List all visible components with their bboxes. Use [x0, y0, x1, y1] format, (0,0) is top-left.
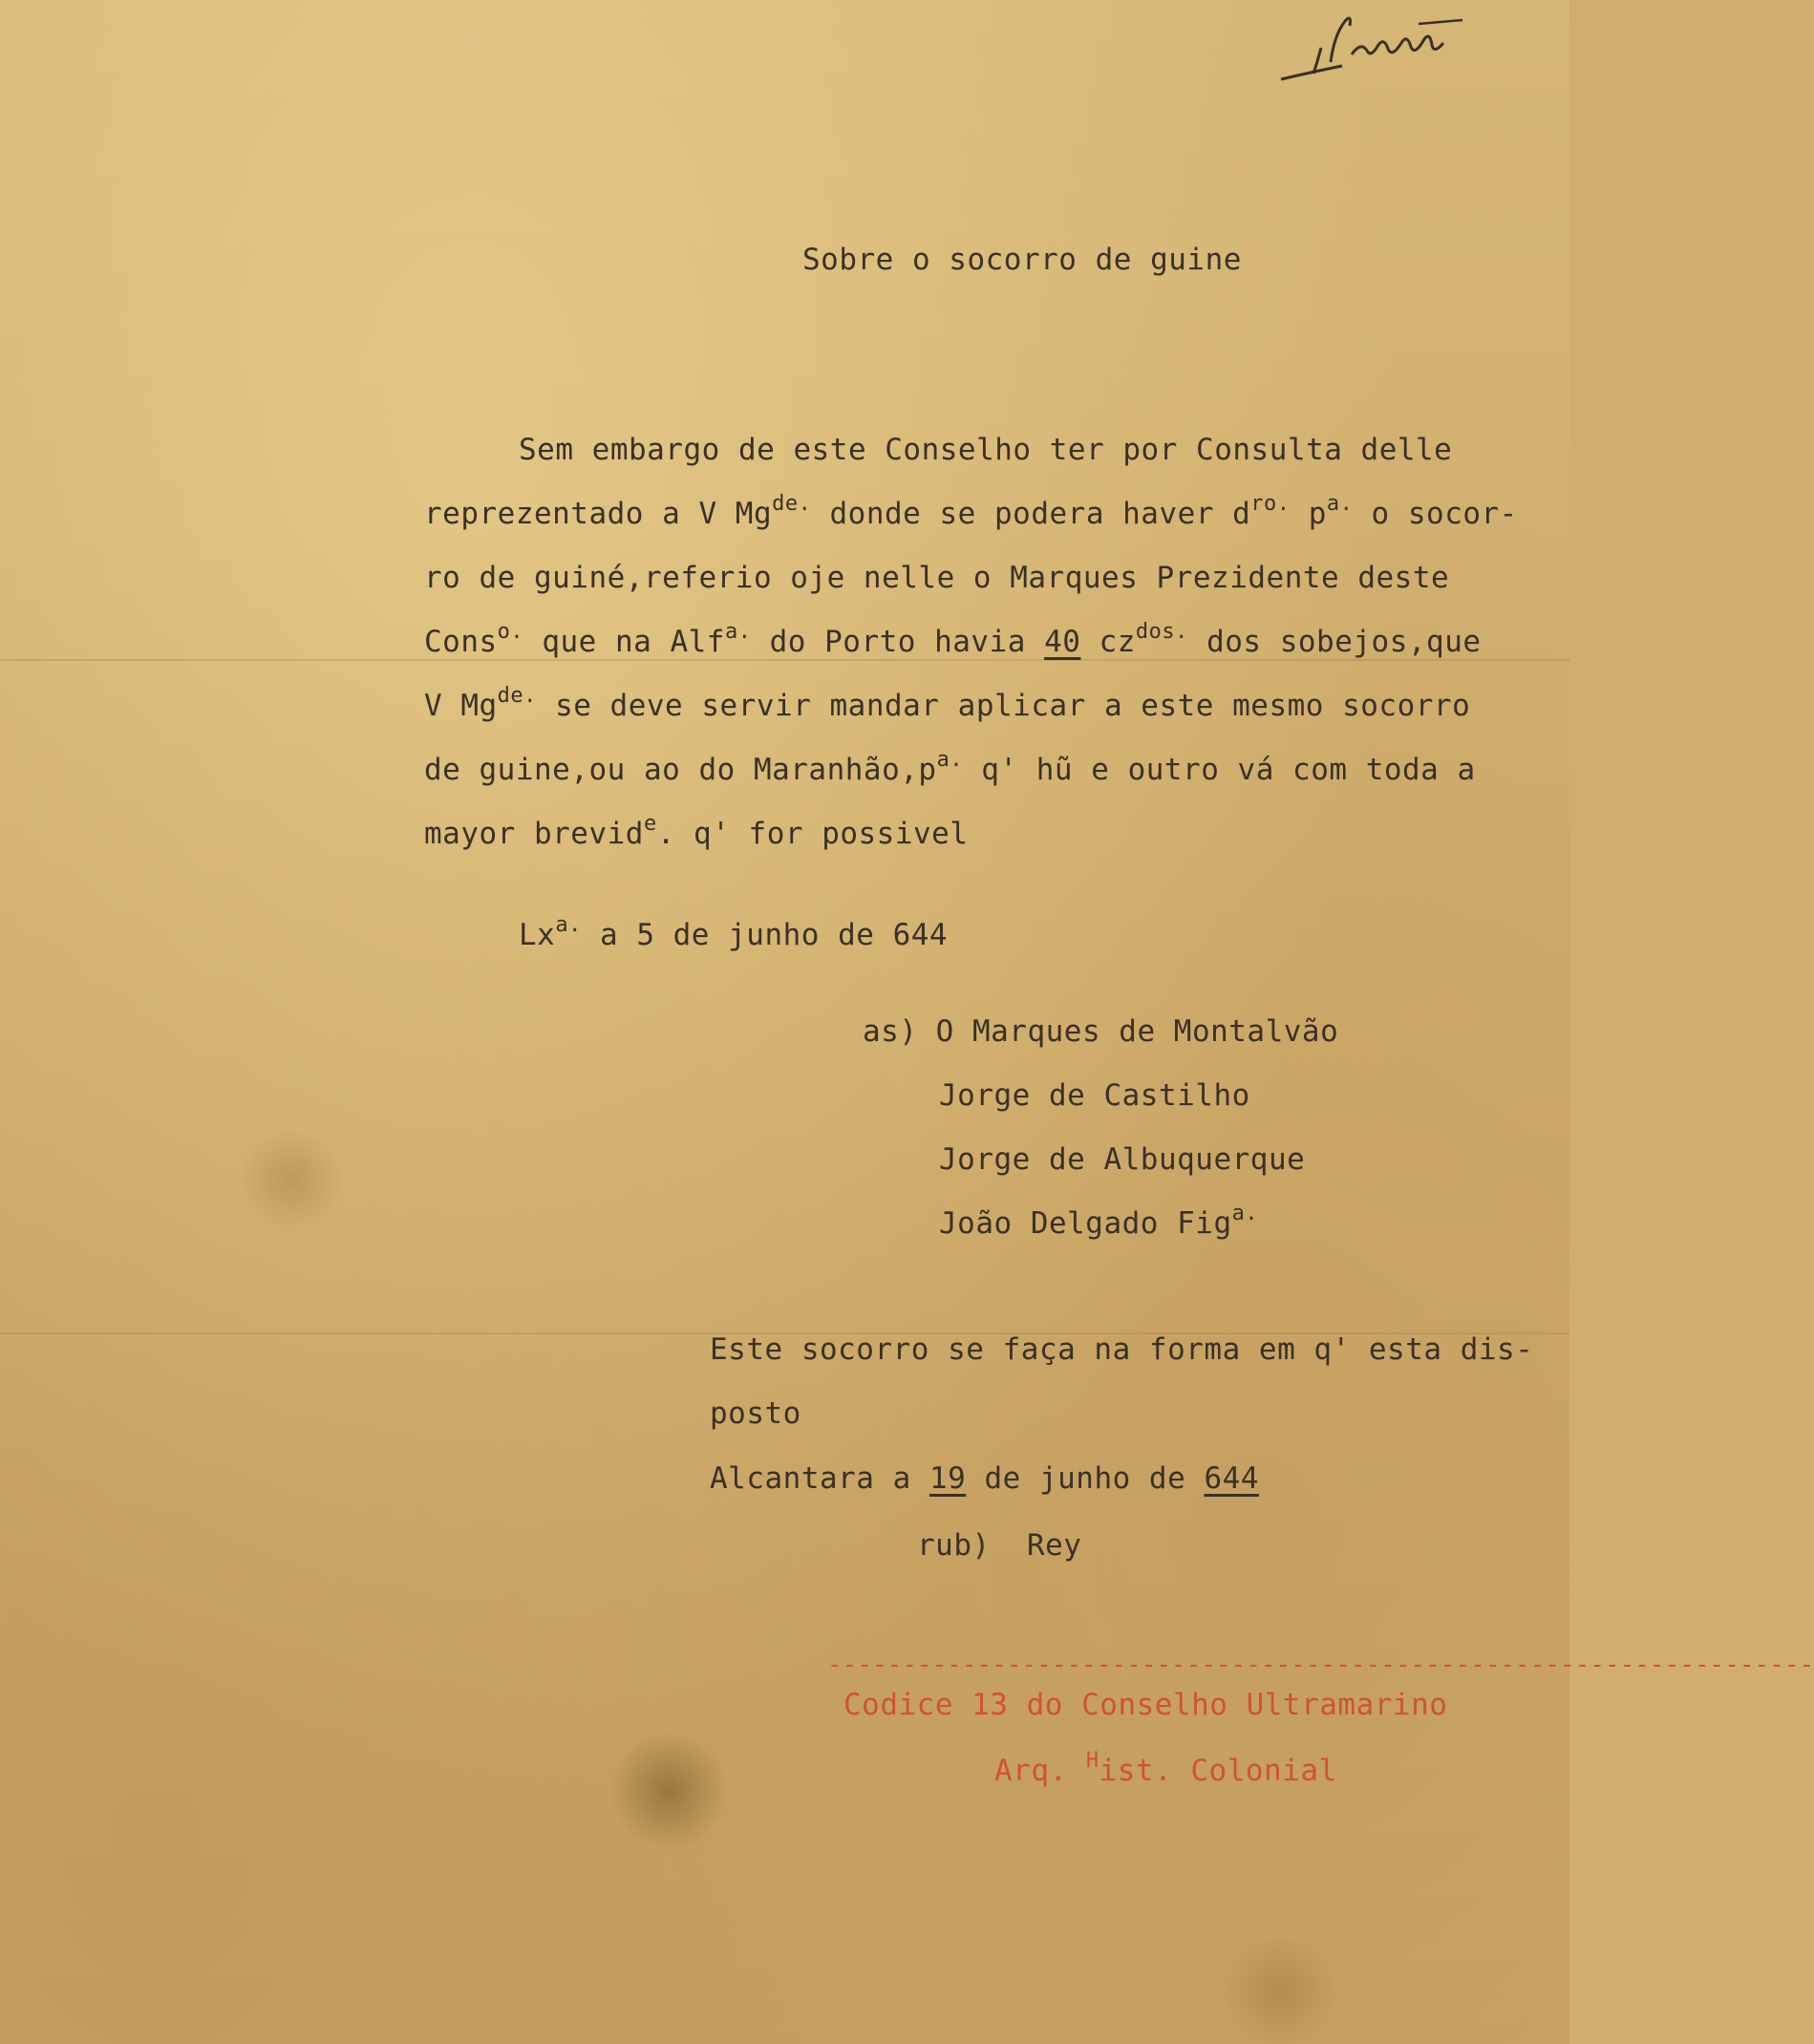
paper-fold — [0, 659, 1569, 661]
body-line: de guine,ou ao do $Maranhão,p^{a.}$ q' hũ e outro vá com toda a — [424, 748, 1476, 787]
body-line: reprezentado a V $Mg^{de.}$ donde se podera haver $d^{ro.}$ $p^{a.}$ o socor- — [424, 492, 1518, 531]
signatory: Jorge de Albuquerque — [939, 1142, 1306, 1177]
rubric: rub) Rey — [917, 1528, 1082, 1563]
body-line: Sem embargo de este Conselho ter por Consulta delle — [519, 433, 1453, 467]
despacho-date: Alcantara a 19 de junho de 644 — [710, 1461, 1259, 1496]
signatory: Jorge de Castilho — [939, 1078, 1250, 1113]
despacho-line: Este socorro se faça na forma em q' esta dis- — [710, 1332, 1534, 1367]
archive-codex: Codice 13 do Conselho Ultramarino — [843, 1688, 1448, 1722]
document-title: Sobre o socorro de guine — [802, 243, 1242, 277]
despacho-line: posto — [710, 1396, 801, 1431]
archive-name: Arq. $^H$ist. Colonial — [994, 1749, 1337, 1788]
body-line: mayor brevid$^e$. q' for possivel — [424, 812, 969, 851]
body-line: V $Mg^{de.}$ se deve servir mandar aplicar a este mesmo socorro — [424, 684, 1471, 723]
signatory: as) O Marques de Montalvão — [863, 1014, 1339, 1049]
ink-stain — [239, 1127, 344, 1232]
ink-stain — [1213, 1939, 1347, 2044]
body-line: ro de guiné,referio oje nelle o Marques Prezidente deste — [424, 561, 1450, 595]
date-line: $Lx^{a.}$ a 5 de junho de 644 — [519, 913, 949, 952]
divider-dashes: ------------------------------------------------------------------ — [827, 1650, 1814, 1679]
ink-stain — [611, 1729, 726, 1853]
body-line: Cons$^{o.}$ que na Alf$^{a.}$ do Porto havia 40 $cz^{dos.}$ dos sobejos,que — [424, 620, 1482, 659]
handwritten-signature — [1275, 5, 1466, 91]
signatory: João Delgado Fig$^{a.}$ — [939, 1202, 1259, 1241]
